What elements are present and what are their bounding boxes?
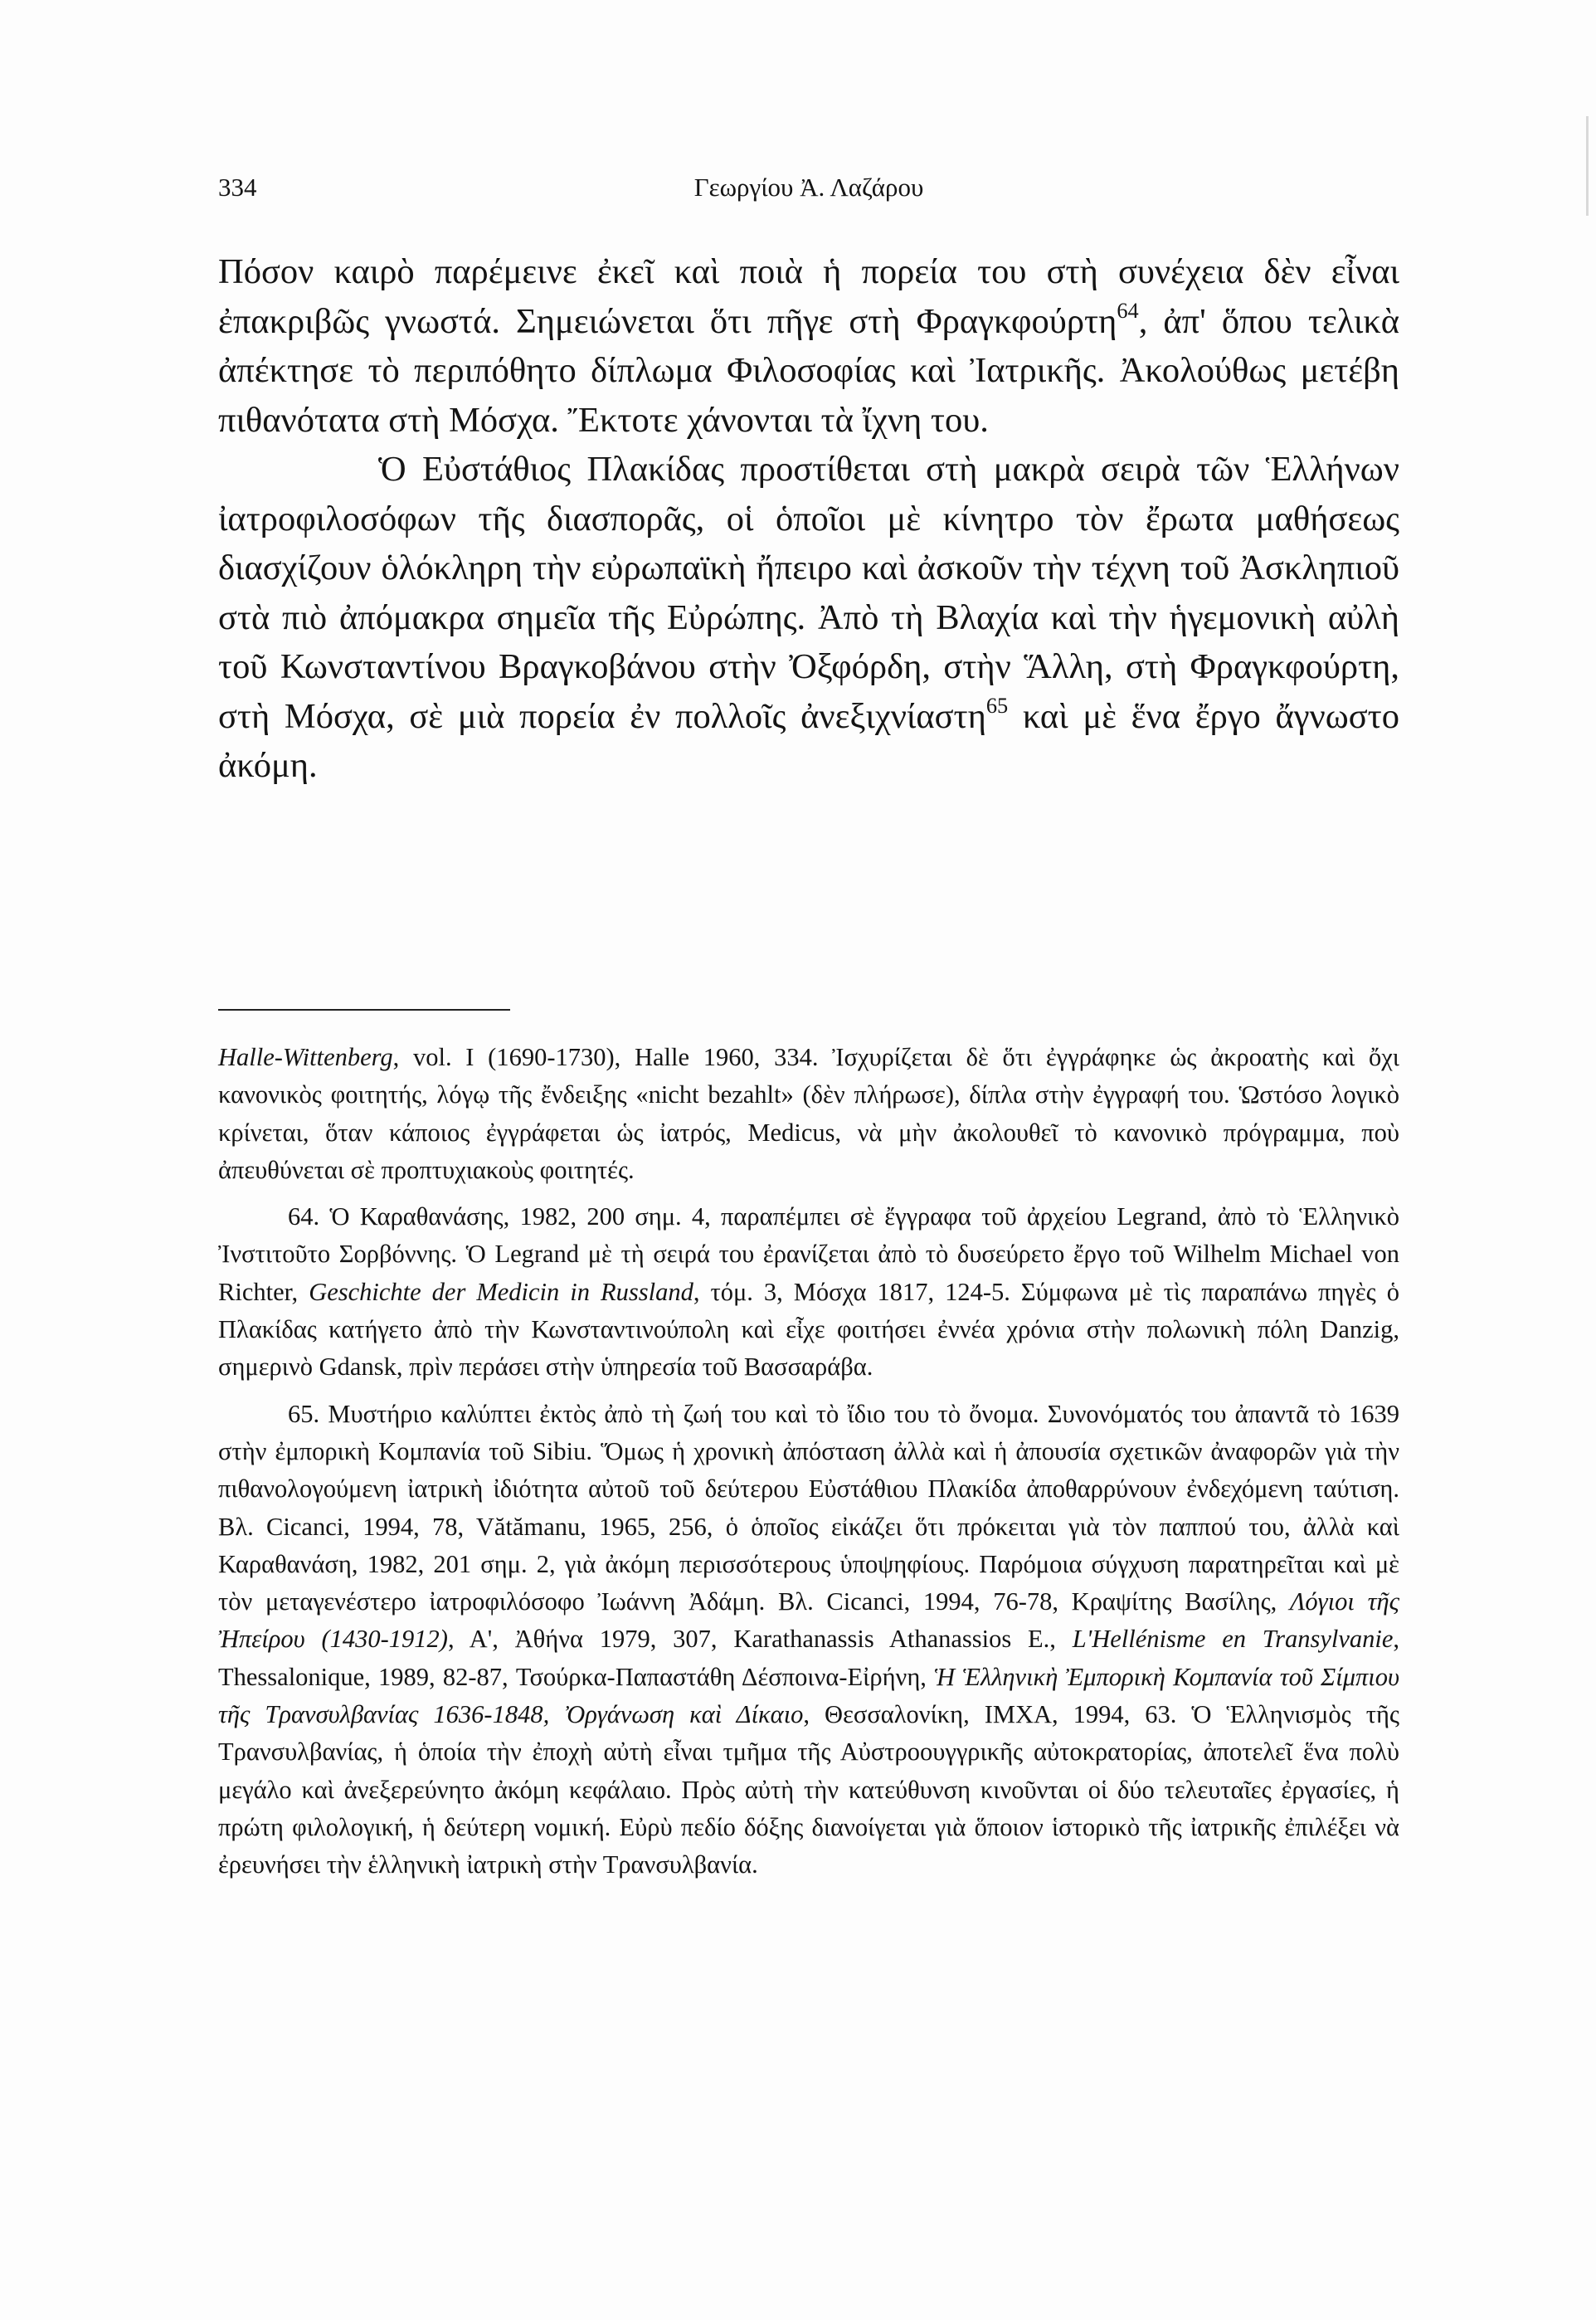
footnote-continued xyxy=(218,1039,1399,1189)
running-head: Γεωργίου Ἀ. Λαζάρου xyxy=(693,173,924,202)
footnote-64-text-a: 64. Ὁ Καραθανάσης, 1982, 200 σημ. 4, παραπέμπει σὲ ἔγγραφα τοῦ ἀρχείου Legrand, ἀπὸ τὸ Ἑλληνικὸ Ἰνστιτοῦτο Σορβόννης. Ὁ Legrand μὲ τὴ σειρά του ἐρανίζεται ἀπὸ τὸ δυσεύρετο ἔργο τοῦ Wilhelm Michael von Richter, xyxy=(218,1202,1399,1306)
paragraph-2-text: Ὁ Εὐστάθιος Πλακίδας προστίθεται στὴ μακρὰ σειρὰ τῶν Ἑλλήνων ἰατροφιλοσόφων τῆς διασπορᾶς, οἱ ὁποῖοι μὲ κίνητρο τὸν ἔρωτα μαθήσεως διασχίζουν ὁλόκληρη τὴν εὐρωπαϊκὴ ἤπειρο καὶ ἀσκοῦν τὴν τέχνη τοῦ Ἀσκληπιοῦ στὰ πιὸ ἀπόμακρα σημεῖα τῆς Εὐρώπης. Ἀπὸ τὴ Βλαχία καὶ τὴν ἡγεμονικὴ αὐλὴ τοῦ Κωνσταντίνου Βραγκοβάνου στὴν Ὀξφόρδη, στὴν Ἅλλη, στὴ Φραγκφούρτη, στὴ Μόσχα, σὲ μιὰ πορεία ἐν πολλοῖς ἀνεξιχνίαστη xyxy=(218,450,1399,736)
footnote-65-text-a: 65. Μυστήριο καλύπτει ἐκτὸς ἀπὸ τὴ ζωή του καὶ τὸ ἴδιο του τὸ ὄνομα. Συνονόματός του ἀπαντᾶ τὸ 1639 στὴν ἐμπορικὴ Κομπανία τοῦ Sibiu. Ὅμως ἡ χρονικὴ ἀπόσταση ἀλλὰ καὶ ἡ ἀπουσία σχετικῶν ἀναφορῶν γιὰ τὴν πιθανολογούμενη ἰατρικὴ ἰδιότητα αὐτοῦ τοῦ δεύτερου Εὐστάθιου Πλακίδα ἀποθαρρύνουν ἐνδεχόμενη ταύτιση. Βλ. Cicanci, 1994, 78, Vătămanu, 1965, 256, ὁ ὁποῖος εἰκάζει ὅτι πρόκειται γιὰ τὸν παππού του, ἀλλὰ καὶ Καραθανάση, 1982, 201 σημ. 2, γιὰ ἀκόμη περισσότερους ὑποψηφίους. Παρόμοια σύγχυση παρατηρεῖται καὶ μὲ τὸν μεταγενέστερο ἰατροφιλόσοφο Ἰωάννη Ἀδάμη. Βλ. Cicanci, 1994, 76-78, Κραψίτης Βασίλης, xyxy=(218,1399,1399,1616)
footnote-continued-italic: Halle-Wittenberg xyxy=(218,1043,393,1071)
paragraph-1-text: Πόσον καιρὸ παρέμεινε ἐκεῖ καὶ ποιὰ ἡ πορεία του στὴ συνέχεια δὲν εἶναι ἐπακριβῶς γνωστά. Σημειώνεται ὅτι πῆγε στὴ Φραγκφούρτη xyxy=(218,252,1399,341)
footnote-65-title-1: Λόγιοι τῆς Ἠπείρου (1430-1912) xyxy=(218,1587,1399,1654)
footnote-65-text-d: , Θεσσαλονίκη, ΙΜΧΑ, 1994, 63. Ὁ Ἑλληνισμὸς τῆς Τρανσυλβανίας, ἡ ὁποία τὴν ἐποχὴ αὐτὴ εἶναι τμῆμα τῆς Αὐστροουγγρικῆς αὐτοκρατορίας, ἀποτελεῖ ἕνα πολὺ μεγάλο καὶ ἀνεξερεύνητο ἀκόμη κεφάλαιο. Πρὸς αὐτὴ τὴν κατεύθυνση κινοῦνται οἱ δύο τελευταῖες ἐργασίες, ἡ πρώτη φιλολογική, ἡ δεύτερη νομική. Εὐρὺ πεδίο δόξης διανοίγεται γιὰ ὅποιον ἱστορικὸ τῆς ἰατρικῆς ἐπιλέξει νὰ ἐρευνήσει τὴν ἑλληνικὴ ἰατρικὴ στὴν Τρανσυλβανία. xyxy=(218,1700,1399,1879)
scan-edge-mark xyxy=(1586,116,1589,216)
page-number: 334 xyxy=(218,173,257,202)
footnote-65 xyxy=(218,1396,1399,1884)
footnote-64-title: Geschichte der Medicin in Russland xyxy=(309,1277,693,1306)
footnote-65-title-2: L'Hellénisme en Transylvanie xyxy=(1072,1625,1394,1654)
footnote-65-text-b: , Α', Ἀθήνα 1979, 307, Karathanassis Athanassios E., xyxy=(447,1625,1073,1654)
paragraph-1 xyxy=(218,247,1399,445)
footnote-separator xyxy=(218,1009,510,1011)
paragraph-2-text-rest: καὶ μὲ ἕνα ἔργο ἄγνωστο ἀκόμη. xyxy=(218,696,1399,785)
footnote-64 xyxy=(218,1198,1399,1386)
footnote-65-title-3: Ἡ Ἑλληνικὴ Ἐμπορικὴ Κομπανία τοῦ Σίμπιου τῆς Τρανσυλβανίας 1636-1848, Ὀργάνωση καὶ Δίκαιο xyxy=(218,1662,1400,1729)
footnote-ref-64: 64 xyxy=(1117,298,1139,323)
paragraph-1-text-rest: , ἀπ' ὅπου τελικὰ ἀπέκτησε τὸ περιπόθητο δίπλωμα Φιλοσοφίας καὶ Ἰατρικῆς. Ἀκολούθως μετέβη πιθανότατα στὴ Μόσχα. Ἔκτοτε χάνονται τὰ ἴχνη του. xyxy=(218,301,1400,440)
paragraph-2 xyxy=(218,445,1399,791)
footnotes xyxy=(218,1039,1399,1894)
page-header xyxy=(218,173,1399,206)
footnote-64-text-b: , τόμ. 3, Μόσχα 1817, 124-5. Σύμφωνα μὲ τὶς παραπάνω πηγὲς ὁ Πλακίδας κατήγετο ἀπὸ τὴν Κωνσταντινούπολη καὶ εἶχε φοιτήσει ἐννέα χρόνια στὴν πολωνικὴ πόλη Danzig, σημερινὸ Gdansk, πρὶν περάσει στὴν ὑπηρεσία τοῦ Βασσαράβα. xyxy=(218,1277,1399,1382)
footnote-continued-text: , vol. I (1690-1730), Halle 1960, 334. Ἰσχυρίζεται δὲ ὅτι ἐγγράφηκε ὡς ἀκροατὴς καὶ ὄχι κανονικὸς φοιτητής, λόγῳ τῆς ἔνδειξης «nicht bezahlt» (δὲν πλήρωσε), δίπλα στὴν ἐγγραφή του. Ὡστόσο λογικὸ κρίνεται, ὅταν κάποιος ἐγγράφεται ὡς ἰατρός, Medicus, νὰ μὴν ἀκολουθεῖ τὸ κανονικὸ πρόγραμμα, ποὺ ἀπευθύνεται σὲ προπτυχιακοὺς φοιτητές. xyxy=(218,1043,1399,1184)
main-text xyxy=(218,247,1399,791)
footnote-65-text-c: , Thessalonique, 1989, 82-87, Τσούρκα-Παπαστάθη Δέσποινα-Εἰρήνη, xyxy=(218,1625,1400,1691)
footnote-ref-65: 65 xyxy=(985,693,1009,718)
